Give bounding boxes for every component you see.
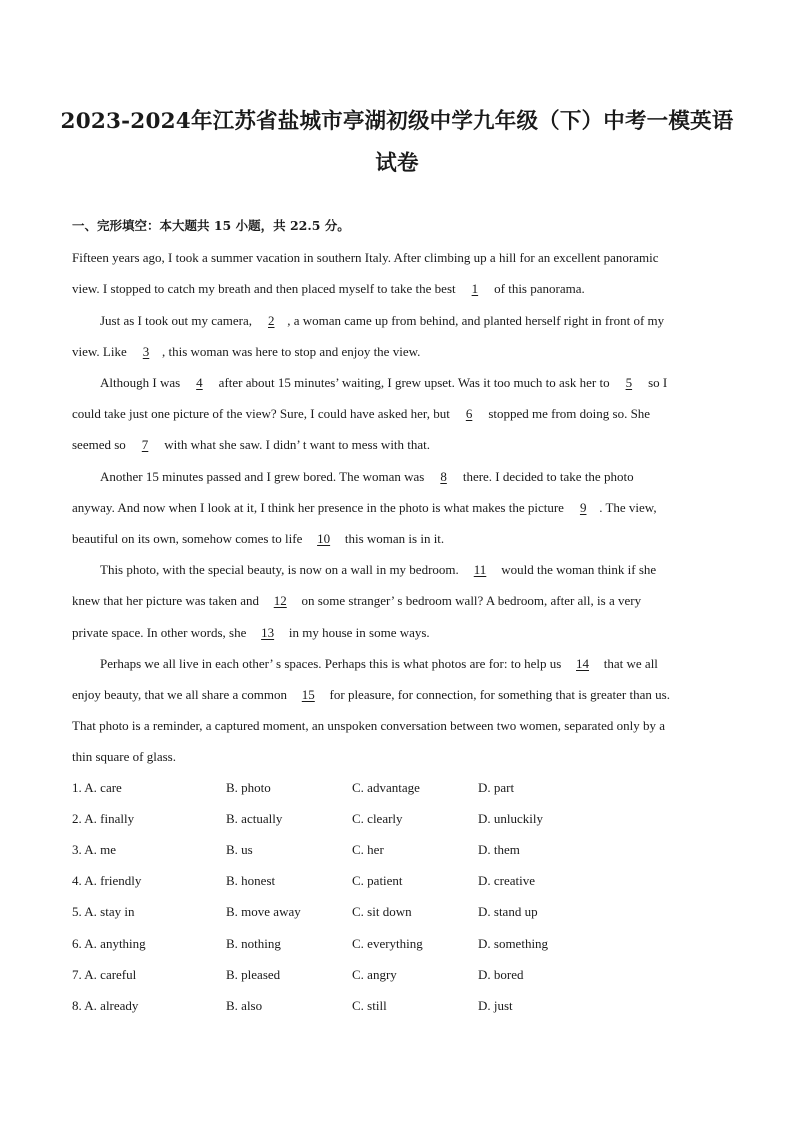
option-c: C. still — [352, 998, 387, 1013]
blank-8: 8 — [440, 469, 447, 484]
option-d: D. part — [478, 780, 515, 795]
page-title-continued: 试卷 — [375, 151, 419, 176]
option-d: D. something — [478, 936, 549, 951]
passage-line: Another 15 minutes passed and I grew bored. The woman was 8 there. I decided to take the photo — [100, 469, 634, 484]
blank-11: 11 — [473, 562, 487, 577]
option-b: B. us — [226, 842, 253, 857]
option-a: 6. A. anything — [72, 936, 146, 951]
passage-line: Fifteen years ago, I took a summer vacation in southern Italy. After climbing up a hill for an excellent panoramic — [72, 250, 659, 265]
option-row — [0, 780, 794, 798]
section-heading: 一、完形填空：本大题共 15 小题，共 22.5 分。 — [72, 218, 350, 233]
blank-15: 15 — [301, 687, 315, 702]
passage-line: seemed so 7 with what she saw. I didn’ t want to mess with that. — [72, 437, 431, 452]
option-a: 5. A. stay in — [72, 904, 135, 919]
option-d: D. unluckily — [478, 811, 543, 826]
blank-4: 4 — [196, 375, 203, 390]
option-d: D. stand up — [478, 904, 538, 919]
option-a: 8. A. already — [72, 998, 139, 1013]
passage-line: anyway. And now when I look at it, I think her presence in the photo is what makes the picture 9 . The view, — [72, 500, 657, 515]
page-title: 2023-2024年江苏省盐城市亭湖初级中学九年级（下）中考一模英语 — [60, 109, 734, 134]
option-b: B. nothing — [226, 936, 281, 951]
option-row — [0, 998, 794, 1016]
option-a: 2. A. finally — [72, 811, 135, 826]
passage-line: knew that her picture was taken and 12 on some stranger’ s bedroom wall? A bedroom, after all, is a very — [72, 593, 642, 608]
option-d: D. creative — [478, 873, 536, 888]
passage-line: private space. In other words, she 13 in my house in some ways. — [72, 625, 430, 640]
option-c: C. everything — [352, 936, 423, 951]
blank-7: 7 — [141, 437, 149, 452]
option-b: B. actually — [226, 811, 283, 826]
option-d: D. them — [478, 842, 520, 857]
passage-line: Although I was 4 after about 15 minutes’ waiting, I grew upset. Was it too much to ask her to 5 so I — [100, 375, 668, 390]
passage-line: thin square of glass. — [72, 749, 176, 764]
blank-13: 13 — [261, 625, 275, 640]
option-c: C. clearly — [352, 811, 403, 826]
option-c: C. her — [352, 842, 384, 857]
option-row — [0, 967, 794, 985]
option-row — [0, 936, 794, 954]
option-b: B. move away — [226, 904, 301, 919]
option-row — [0, 904, 794, 922]
passage-line: Perhaps we all live in each other’ s spaces. Perhaps this is what photos are for: to help us 14 that we all — [100, 656, 658, 671]
option-row — [0, 873, 794, 891]
option-a: 4. A. friendly — [72, 873, 142, 888]
option-b: B. also — [226, 998, 263, 1013]
option-row — [0, 811, 794, 829]
option-a: 7. A. careful — [72, 967, 137, 982]
passage-line: enjoy beauty, that we all share a common 15 for pleasure, for connection, for something that is greater than us. — [72, 687, 670, 702]
blank-1: 1 — [471, 281, 479, 296]
option-d: D. just — [478, 998, 513, 1013]
blank-6: 6 — [465, 406, 473, 421]
blank-12: 12 — [273, 593, 287, 608]
option-c: C. sit down — [352, 904, 412, 919]
passage-line: Just as I took out my camera, 2 , a woman came up from behind, and planted herself right in front of my — [100, 313, 665, 328]
blank-10: 10 — [317, 531, 331, 546]
option-c: C. angry — [352, 967, 397, 982]
option-c: C. patient — [352, 873, 403, 888]
option-a: 3. A. me — [72, 842, 117, 857]
blank-14: 14 — [576, 656, 590, 671]
option-b: B. honest — [226, 873, 276, 888]
passage-line: view. I stopped to catch my breath and then placed myself to take the best 1 of this panorama. — [72, 281, 585, 296]
passage-line: could take just one picture of the view? Sure, I could have asked her, but 6 stopped me from doing so. She — [72, 406, 651, 421]
blank-2: 2 — [268, 313, 275, 328]
passage-line: view. Like 3 , this woman was here to stop and enjoy the view. — [72, 344, 421, 359]
option-b: B. photo — [226, 780, 271, 795]
passage-line: This photo, with the special beauty, is now on a wall in my bedroom. 11 would the woman think if she — [100, 562, 657, 577]
option-d: D. bored — [478, 967, 524, 982]
option-row — [0, 842, 794, 860]
option-c: C. advantage — [352, 780, 420, 795]
option-b: B. pleased — [226, 967, 281, 982]
blank-5: 5 — [625, 375, 633, 390]
blank-3: 3 — [142, 344, 150, 359]
option-a: 1. A. care — [72, 780, 122, 795]
passage-line: beautiful on its own, somehow comes to life 10 this woman is in it. — [72, 531, 445, 546]
passage-line: That photo is a reminder, a captured moment, an unspoken conversation between two women, separated only by a — [72, 718, 665, 733]
blank-9: 9 — [579, 500, 587, 515]
